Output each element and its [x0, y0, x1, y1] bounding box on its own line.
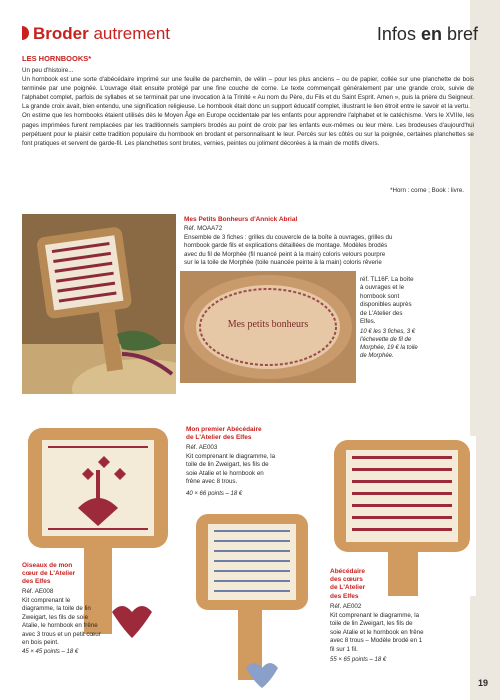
box-lid-stitched-text: Mes petits bonheurs: [227, 319, 309, 330]
product-price: 45 × 45 points – 18 €: [22, 649, 79, 655]
product-description: [22, 597, 152, 647]
title-line: de L'Atelier des Elfes: [186, 434, 252, 442]
product-ref: Réf. AE002: [330, 603, 362, 610]
product-ref: Réf. AE003: [186, 444, 218, 451]
desc-line: avec 3 trous et un petit cœur: [22, 630, 101, 638]
footnote: *Horn : corne ; Book : livre.: [390, 187, 464, 194]
product-price: 40 × 66 points – 18 €: [186, 491, 243, 497]
price-line: l'échevette de fil de: [360, 337, 412, 343]
desc-line: sur le la toile de Morphée (toile nuancée peinte à la main) coloris rêverie: [184, 259, 382, 267]
section-tag: [377, 24, 478, 45]
title-line: des Elfes: [22, 578, 51, 586]
photo-hornbook-abc-blue: [190, 508, 320, 688]
title-line: Oiseaux de mon: [22, 562, 73, 569]
title-line: cœur de L'Atelier: [22, 570, 76, 578]
intro-paragraph: Un hornbook est une sorte d'abécédaire imprimé sur une feuille de parchemin, de vélin – pour les plus anciens – ou de papier, collée sur une planchette de bois terminée par une poignée. L'ouvrage était ensuite protégé par une fine couche de corne. Le texte commençait généralement par une grande croix, suivie de l'alphabet complet, parfois de syllabes et se terminait par une invocation à la Trinité « Au nom du Père, du Fils et du Saint Esprit. Amen », puis la prière du Seigneur. La grande croix avait, bien entendu, une signification religieuse. Le hornbook était donc un support éducatif complet, illustrant le lien étroit entre le savoir et la vertu.: [22, 76, 474, 111]
desc-line: hornbook sont: [360, 292, 400, 300]
price-line: 10 € les 3 fiches, 3 €: [360, 329, 416, 335]
title-bold: Broder: [33, 24, 89, 43]
desc-line: Kit comprenant le: [22, 597, 71, 604]
title-line: de L'Atelier: [330, 584, 366, 592]
product-ref: Réf. AE008: [22, 588, 54, 595]
desc-line: avec 8 trous – Modèle brodé en 1: [330, 637, 423, 645]
product-description: [330, 612, 470, 654]
desc-line: réf. TL16F. La boîte: [360, 276, 414, 283]
intro-paragraph: Un peu d'histoire...: [22, 67, 74, 74]
desc-line: Kit comprenant le diagramme, la: [330, 612, 420, 619]
desc-line: Zweigart, les fils de soie: [22, 613, 89, 621]
desc-line: frêne avec 8 trous.: [186, 478, 238, 486]
product-title: [22, 562, 75, 587]
desc-line: de L'Atelier des: [360, 309, 403, 317]
tag-bold: en: [420, 24, 442, 44]
desc-line: à ouvrages et le: [360, 284, 405, 292]
intro-paragraph: On estime que les hornbooks étaient utilisés dès le Moyen Âge en Europe occidentale par les enfants pour apprendre l'alphabet et le catéchisme. Vers le XVIIIe, les pages imprimées furent remplacées par les traditionnels samplers brodés au point de croix par les enfants eux-mêmes ou leur mère. Les brodeuses d'aujourd'hui perpétuent pour le plaisir cette tradition populaire du hornbook en brodant et personnalisant le leur. Percés sur les côtés ou sur la poignée, certaines planchettes se font pratiques et servent de garde-fil. Les planchettes sont brutes, vernies, peintes ou joliment décorées à la main de motifs divers.: [22, 112, 474, 147]
product-title: Mes Petits Bonheurs d'Annick Abrial: [184, 216, 298, 223]
product-price: [360, 328, 450, 360]
desc-line: en bois peint.: [22, 639, 59, 647]
product-price: 55 × 65 points – 18 €: [330, 657, 387, 663]
desc-line: Kit comprenant le diagramme, la: [186, 453, 276, 460]
page-title: [22, 24, 170, 44]
desc-line: toile de lin Zweigart, les fils de: [186, 461, 269, 469]
tag-post: bref: [441, 24, 478, 44]
product-title: [330, 568, 365, 601]
desc-line: disponibles auprès: [360, 301, 412, 309]
desc-line: Atalie, le hornbook en frêne: [22, 622, 98, 630]
desc-line: Ensemble de 3 fiches : grilles du couvercle de la boîte à ouvrages, grilles du: [184, 234, 393, 241]
product-description: [184, 234, 474, 268]
desc-line: Elfes.: [360, 318, 376, 326]
product-ref: Réf. MOAA72: [184, 225, 223, 232]
desc-line: soie Atalie et le hornbook en frêne: [330, 628, 424, 636]
desc-line: diagramme, la toile de lin: [22, 605, 91, 613]
section-title: LES HORNBOOKS*: [22, 54, 92, 63]
photo-box-lid: [180, 271, 356, 383]
title-marker-icon: [22, 26, 29, 40]
desc-line: avec du fil de Morphée (fil nuancé peint à la main) coloris velours pourpre: [184, 250, 386, 258]
title-line: Mon premier Abécédaire: [186, 426, 262, 433]
title-line: des cœurs: [330, 576, 363, 584]
price-line: Morphée, 19 € la toile: [360, 345, 418, 351]
desc-line: soie Atalie et le hornbook en: [186, 469, 264, 477]
desc-line: fil sur 1 fil.: [330, 645, 358, 653]
title-line: Abécédaire: [330, 568, 366, 575]
product-description: [186, 453, 316, 487]
desc-line: toile de lin Zweigart, les fils de: [330, 620, 413, 628]
title-rest: autrement: [93, 24, 171, 43]
intro-text: [22, 66, 474, 148]
desc-line: hornbook garde fils et explications détaillées de montage. Modèles brodés: [184, 242, 388, 250]
price-line: de Morphée.: [360, 353, 394, 359]
photo-hornbook-box: [22, 214, 176, 394]
page-number: 19: [477, 678, 488, 688]
tag-pre: Infos: [376, 24, 421, 44]
title-line: des Elfes: [330, 592, 359, 600]
product-title: [186, 426, 262, 442]
product-description-side: [360, 276, 440, 326]
